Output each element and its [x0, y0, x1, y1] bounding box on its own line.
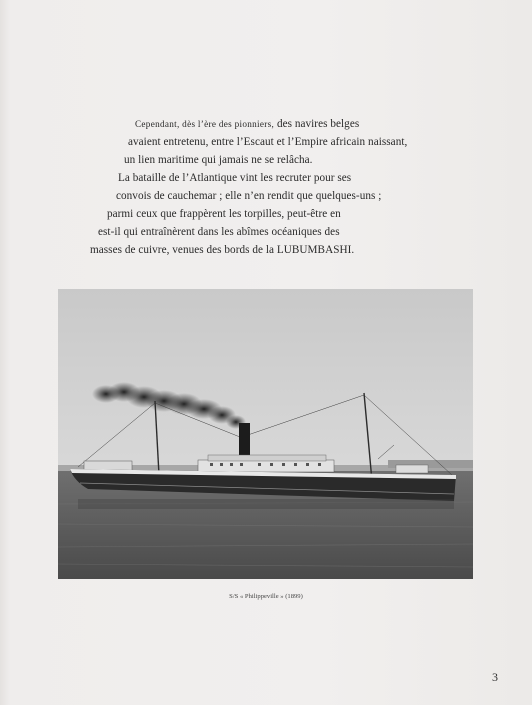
- page-number: 3: [492, 670, 498, 684]
- opening-smallcaps: Cependant, dès l’ère des pionniers,: [135, 119, 275, 129]
- body-text: [0, 0, 532, 280]
- text-line-6: parmi ceux que frappèrent les torpilles, peut-être en: [107, 208, 341, 220]
- text-line-2: avaient entretenu, entre l’Escaut et l’Empire africain naissant,: [128, 136, 408, 148]
- text-line-4: La bataille de l’Atlantique vint les recruter pour ses: [118, 172, 352, 184]
- ship-photograph: [58, 289, 473, 579]
- text-line-5: convois de cauchemar ; elle n’en rendit que quelques-uns ;: [116, 190, 382, 202]
- text-line-7: est-il qui entraînèrent dans les abîmes océaniques des: [98, 226, 340, 238]
- text-line-8: masses de cuivre, venues des bords de la LUBUMBASHI.: [90, 244, 355, 256]
- ship-photo-illustration: [58, 289, 473, 579]
- text-line-1: [135, 118, 359, 130]
- text-line-1-rest: des navires belges: [274, 118, 360, 130]
- photo-caption: S/S « Philippeville » (1899): [229, 593, 303, 600]
- text-line-3: un lien maritime qui jamais ne se relâcha.: [124, 154, 313, 166]
